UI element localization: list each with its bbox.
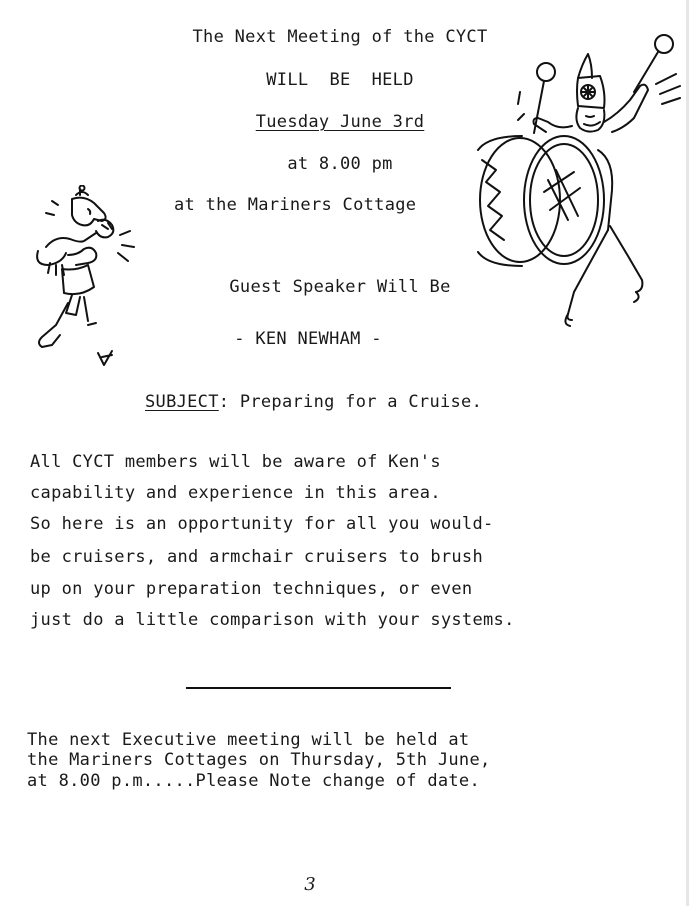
will-be-held: WILL BE HELD — [266, 70, 414, 90]
meeting-heading: The Next Meeting of the CYCT — [192, 27, 488, 47]
exec-line: The next Executive meeting will be held at — [27, 730, 470, 750]
subject-label: SUBJECT — [145, 392, 219, 412]
body-line: up on your preparation techniques, or even — [30, 579, 473, 599]
body-line: be cruisers, and armchair cruisers to brush — [30, 547, 483, 567]
trumpeter-cartoon — [28, 185, 138, 380]
subject-line — [145, 392, 482, 412]
exec-line: the Mariners Cottages on Thursday, 5th June, — [27, 750, 491, 770]
speaker-intro: Guest Speaker Will Be — [229, 277, 451, 297]
body-line: just do a little comparison with your systems. — [30, 610, 515, 630]
meeting-time: at 8.00 pm — [287, 154, 393, 174]
body-line: All CYCT members will be aware of Ken's — [30, 452, 441, 472]
body-line: So here is an opportunity for all you would- — [30, 514, 494, 534]
subject-text: : Preparing for a Cruise. — [218, 392, 483, 412]
meeting-venue: at the Mariners Cottage — [174, 195, 417, 215]
divider-rule — [186, 687, 451, 689]
body-line: capability and experience in this area. — [30, 483, 441, 503]
speaker-name: - KEN NEWHAM - — [234, 329, 382, 349]
exec-line: at 8.00 p.m.....Please Note change of date. — [27, 771, 480, 791]
drummer-cartoon — [460, 30, 685, 340]
meeting-date: Tuesday June 3rd — [255, 112, 425, 132]
page-number: 3 — [304, 874, 316, 895]
